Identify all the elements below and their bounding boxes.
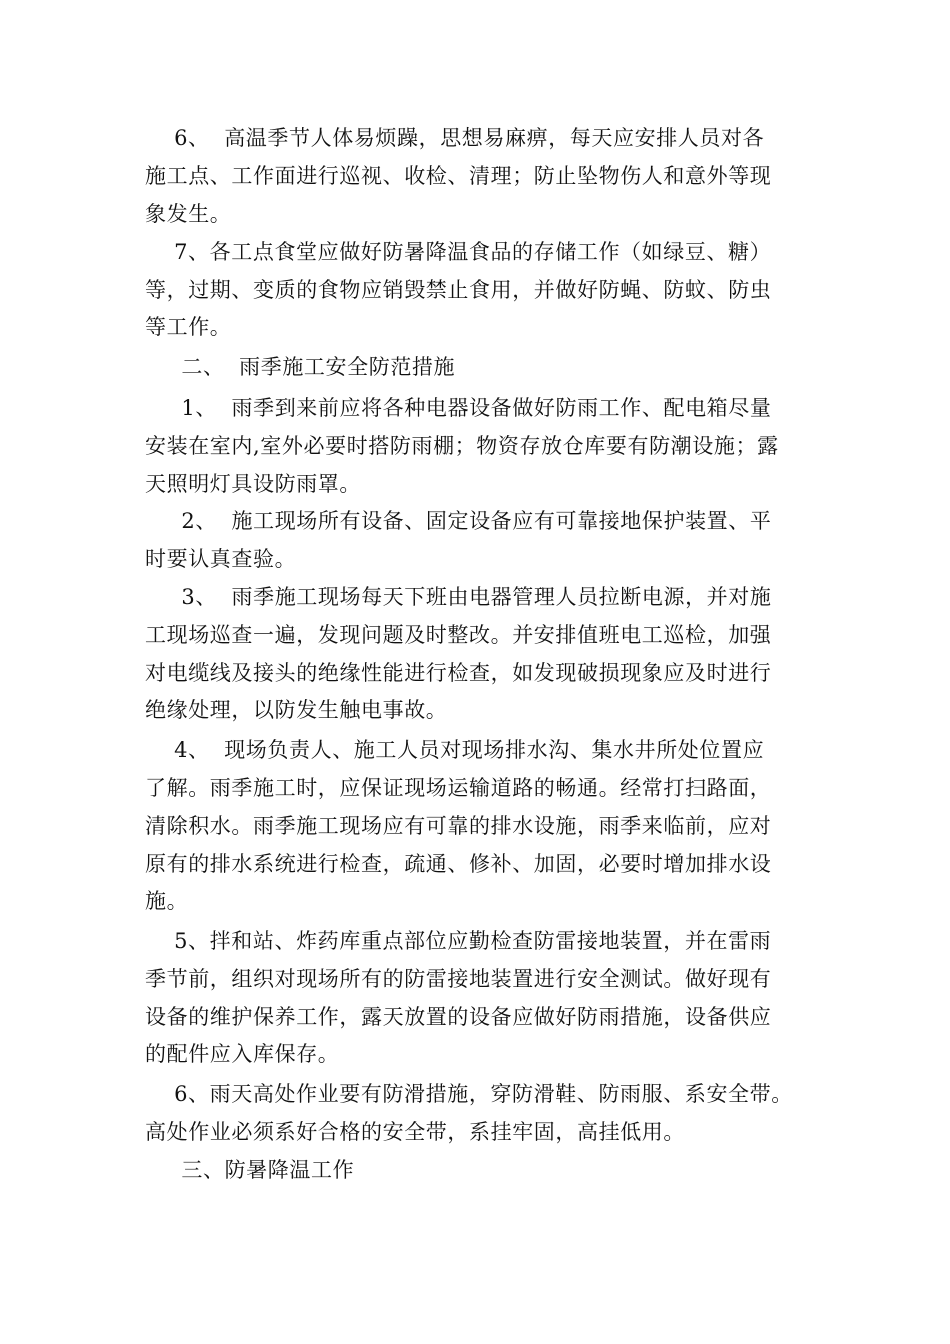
section-heading: 二、 雨季施工安全防范措施 [145, 355, 456, 379]
text-line: 对电缆线及接头的绝缘性能进行检查，如发现破损现象应及时进行 [145, 661, 772, 685]
text-line: 绝缘处理，以防发生触电事故。 [145, 698, 448, 722]
text-line: 施工点、工作面进行巡视、收检、清理；防止坠物伤人和意外等现 [145, 164, 772, 188]
text-line: 1、 雨季到来前应将各种电器设备做好防雨工作、配电箱尽量 [145, 396, 772, 420]
text-line: 天照明灯具设防雨罩。 [145, 472, 361, 496]
text-line: 施。 [145, 889, 189, 913]
text-line: 原有的排水系统进行检查，疏通、修补、加固，必要时增加排水设 [145, 852, 772, 876]
text-line: 安装在室内,室外必要时搭防雨棚；物资存放仓库要有防潮设施；露 [145, 434, 779, 458]
text-line: 6、 高温季节人体易烦躁，思想易麻痹，每天应安排人员对各 [145, 126, 765, 150]
text-line: 季节前，组织对现场所有的防雷接地装置进行安全测试。做好现有 [145, 967, 772, 991]
text-line: 时要认真查验。 [145, 547, 297, 571]
text-line: 5、拌和站、炸药库重点部位应勤检查防雷接地装置，并在雷雨 [145, 929, 772, 953]
text-line: 设备的维护保养工作，露天放置的设备应做好防雨措施，设备供应 [145, 1005, 772, 1029]
text-line: 高处作业必须系好合格的安全带，系挂牢固，高挂低用。 [145, 1120, 685, 1144]
text-line: 3、 雨季施工现场每天下班由电器管理人员拉断电源，并对施 [145, 585, 772, 609]
text-line: 2、 施工现场所有设备、固定设备应有可靠接地保护装置、平 [145, 509, 772, 533]
text-line: 6、雨天高处作业要有防滑措施，穿防滑鞋、防雨服、系安全带。 [145, 1082, 793, 1106]
text-line: 象发生。 [145, 202, 232, 226]
section-heading: 三、防暑降温工作 [145, 1158, 355, 1182]
text-line: 等工作。 [145, 315, 232, 339]
text-line: 的配件应入库保存。 [145, 1042, 340, 1066]
text-line: 清除积水。雨季施工现场应有可靠的排水设施，雨季来临前，应对 [145, 814, 772, 838]
text-line: 工现场巡查一遍，发现问题及时整改。并安排值班电工巡检，加强 [145, 623, 772, 647]
text-line: 等，过期、变质的食物应销毁禁止食用，并做好防蝇、防蚊、防虫 [145, 278, 772, 302]
text-line: 了解。雨季施工时，应保证现场运输道路的畅通。经常打扫路面， [145, 776, 772, 800]
text-line: 4、 现场负责人、施工人员对现场排水沟、集水井所处位置应 [145, 738, 765, 762]
text-line: 7、各工点食堂应做好防暑降温食品的存储工作（如绿豆、糖） [145, 240, 772, 264]
